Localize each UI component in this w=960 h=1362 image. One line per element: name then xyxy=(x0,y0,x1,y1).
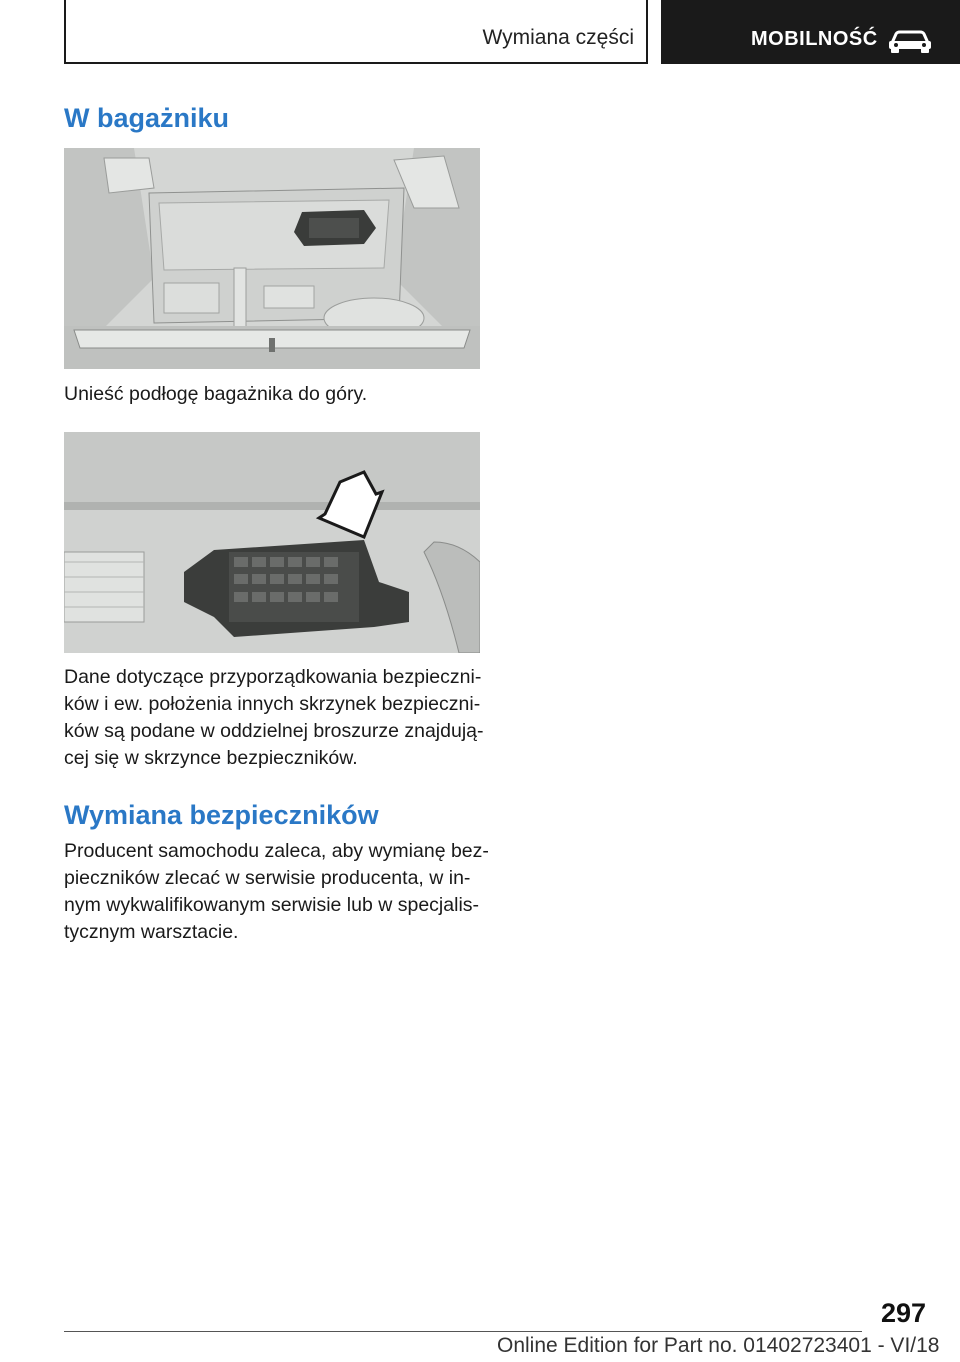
edition-note: Online Edition for Part no. 01402723401 - VI/18 xyxy=(497,1334,940,1357)
paragraph-fuse-assignment: Dane dotyczące przyporządkowania bezpieczni‐ ków i ew. położenia innych skrzynek bezpieczni‐ ków są podane w oddzielnej broszurze znajdują‐ cej się w skrzynce bezpieczników. xyxy=(64,666,484,769)
fuse-box-illustration xyxy=(64,432,480,653)
paragraph-replacement-advice: Producent samochodu zaleca, aby wymianę bez‐ pieczników zlecać w serwisie producenta, w in‐ nym wykwalifikowanym serwisie lub w specjalis‐ tycznym warsztacie. xyxy=(64,840,489,943)
heading-in-trunk: W bagażniku xyxy=(64,103,230,133)
caption-lift-floor: Unieść podłogę bagażnika do góry. xyxy=(64,383,368,405)
chapter-tab xyxy=(661,0,960,64)
section-title: Wymiana części xyxy=(482,26,634,49)
heading-replace-fuses: Wymiana bezpieczników xyxy=(64,800,379,830)
page-number: 297 xyxy=(880,1298,926,1328)
footer-divider xyxy=(64,1331,862,1332)
car-icon xyxy=(888,29,932,53)
section-tab xyxy=(64,0,648,64)
chapter-title: MOBILNOŚĆ xyxy=(751,28,878,50)
trunk-floor-illustration xyxy=(64,148,480,369)
